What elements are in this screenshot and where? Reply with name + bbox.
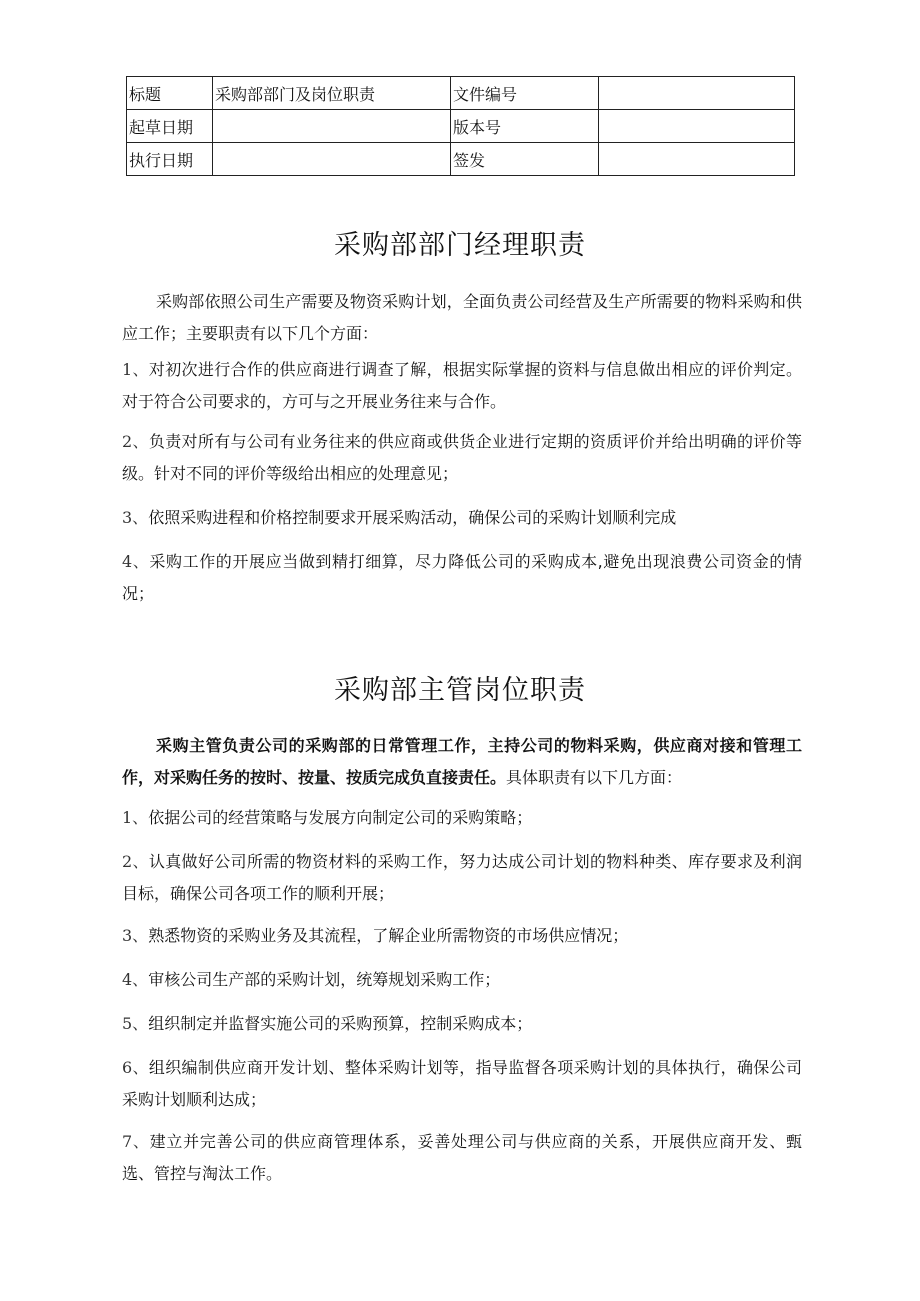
list-item — [122, 802, 802, 834]
section2-title: 采购部主管岗位职责 — [334, 675, 586, 706]
item-number: 4、 — [122, 970, 149, 989]
item-text: 对初次进行合作的供应商进行调查了解，根据实际掌握的资料与信息做出相应的评价判定。对于符合公司要求的，方可与之开展业务往来与合作。 — [122, 360, 802, 411]
table-label: 起草日期 — [127, 110, 213, 143]
item-number: 3、 — [122, 926, 149, 945]
item-number: 5、 — [122, 1014, 149, 1033]
table-value — [599, 143, 795, 176]
table-row — [127, 77, 795, 110]
intro-bold: 采购主管负责公司的采购部的日常管理工作，主持公司的物料采购，供应商对接和管理工作，对采购任务的按时、按量、按质完成负直接责任。 — [122, 736, 802, 787]
item-text: 熟悉物资的采购业务及其流程，了解企业所需物资的市场供应情况； — [148, 926, 629, 945]
list-item — [122, 846, 802, 910]
item-number: 2、 — [122, 432, 149, 451]
list-item — [122, 502, 802, 534]
list-item — [122, 920, 802, 952]
item-text: 审核公司生产部的采购计划，统筹规划采购工作； — [148, 970, 501, 989]
list-item — [122, 426, 802, 490]
section1-title: 采购部部门经理职责 — [334, 230, 586, 261]
header-table — [126, 76, 795, 176]
list-item — [122, 1126, 802, 1190]
table-value — [213, 143, 451, 176]
item-number: 1、 — [122, 808, 149, 827]
item-text: 采购工作的开展应当做到精打细算，尽力降低公司的采购成本,避免出现浪费公司资金的情况； — [122, 552, 802, 603]
table-label: 执行日期 — [127, 143, 213, 176]
item-text: 组织编制供应商开发计划、整体采购计划等，指导监督各项采购计划的具体执行，确保公司采购计划顺利达成； — [122, 1058, 802, 1109]
table-value — [599, 77, 795, 110]
item-text: 负责对所有与公司有业务往来的供应商或供货企业进行定期的资质评价并给出明确的评价等级。针对不同的评价等级给出相应的处理意见； — [122, 432, 802, 483]
item-text: 认真做好公司所需的物资材料的采购工作，努力达成公司计划的物料种类、库存要求及利润目标，确保公司各项工作的顺利开展； — [122, 852, 802, 903]
section1-intro: 采购部依照公司生产需要及物资采购计划，全面负责公司经营及生产所需要的物料采购和供应工作；主要职责有以下几个方面： — [122, 292, 802, 343]
item-number: 2、 — [122, 852, 149, 871]
item-text: 建立并完善公司的供应商管理体系，妥善处理公司与供应商的关系，开展供应商开发、甄选、管控与淘汰工作。 — [122, 1132, 802, 1183]
table-value — [213, 110, 451, 143]
table-row — [127, 143, 795, 176]
item-number: 3、 — [122, 508, 149, 527]
intro-rest: 具体职责有以下几方面： — [506, 768, 683, 787]
item-number: 4、 — [122, 552, 150, 571]
table-label: 文件编号 — [451, 77, 599, 110]
list-item — [122, 964, 802, 996]
item-text: 依照采购进程和价格控制要求开展采购活动，确保公司的采购计划顺利完成 — [148, 508, 677, 527]
list-item — [122, 1008, 802, 1040]
section2-intro — [122, 730, 802, 794]
item-text: 组织制定并监督实施公司的采购预算，控制采购成本； — [148, 1014, 533, 1033]
list-item — [122, 546, 802, 610]
item-number: 7、 — [122, 1132, 150, 1151]
table-label: 标题 — [127, 77, 213, 110]
table-label: 签发 — [451, 143, 599, 176]
item-number: 6、 — [122, 1058, 149, 1077]
item-number: 1、 — [122, 360, 149, 379]
item-text: 依据公司的经营策略与发展方向制定公司的采购策略； — [148, 808, 533, 827]
table-value — [599, 110, 795, 143]
table-label: 版本号 — [451, 110, 599, 143]
table-row — [127, 110, 795, 143]
table-value: 采购部部门及岗位职责 — [213, 77, 451, 110]
list-item — [122, 354, 802, 418]
list-item — [122, 1052, 802, 1116]
